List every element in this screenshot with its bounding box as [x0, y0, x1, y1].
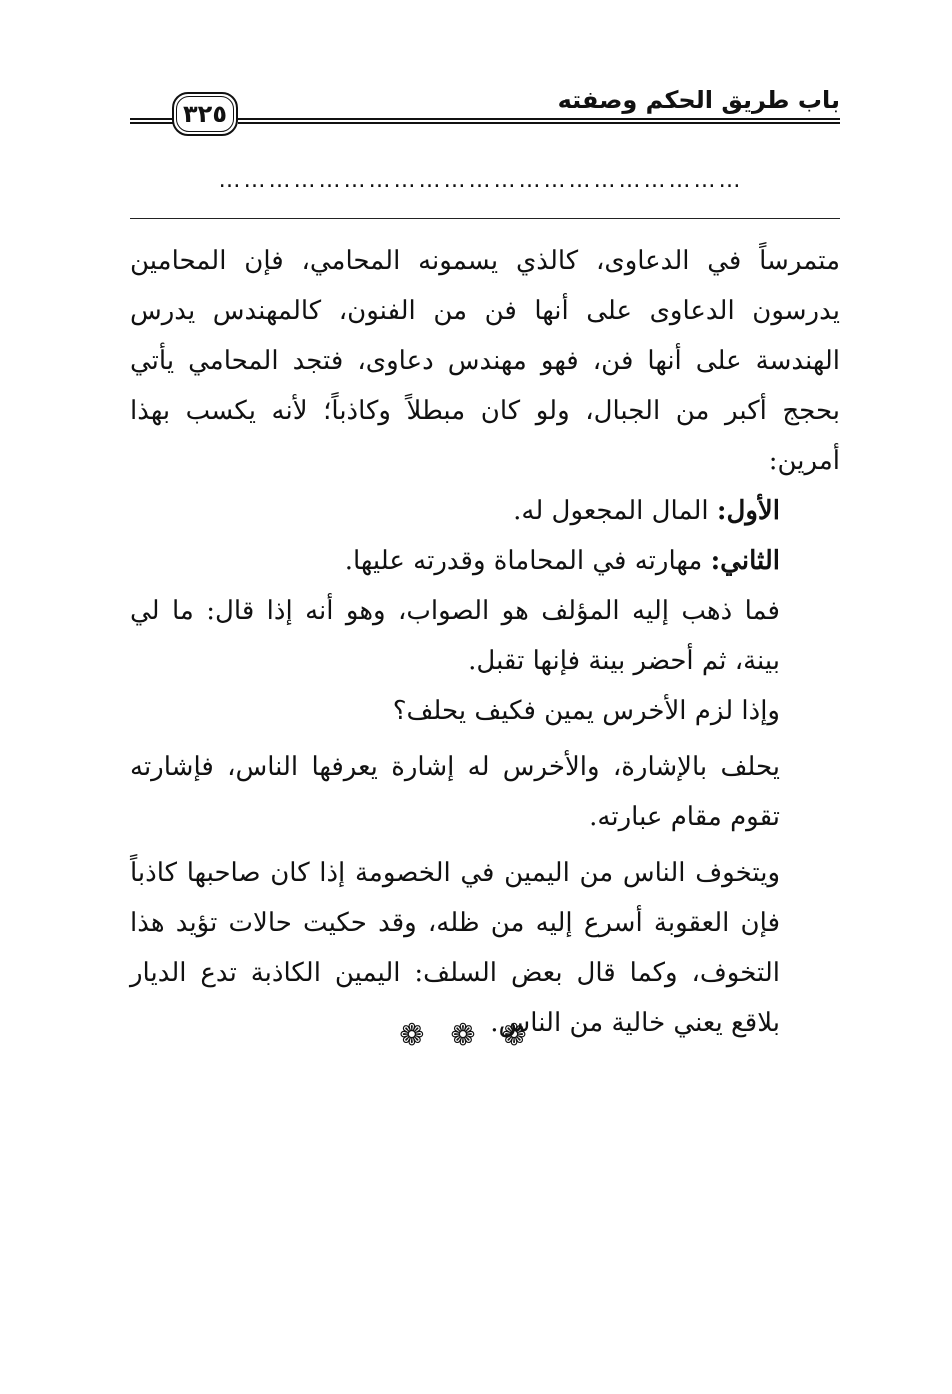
header-rule-left [130, 118, 174, 124]
list-item-second [130, 536, 840, 586]
footnote-rule [130, 218, 840, 219]
paragraph: فما ذهب إليه المؤلف هو الصواب، وهو أنه إذا قال: ما لي بينة، ثم أحضر بينة فإنها تقبل. [130, 596, 780, 676]
page-number [172, 92, 238, 136]
list-item-first [130, 486, 840, 536]
first-label: الأول: [716, 496, 780, 526]
first-text: المال المجعول له. [513, 496, 717, 526]
header-rule [238, 118, 840, 124]
paragraph: ويتخوف الناس من اليمين في الخصومة إذا كان صاحبها كاذباً فإن العقوبة أسرع إليه من ظله، وقد حكيت حالات تؤيد هذا التخوف، وكما قال بعض السلف: اليمين الكاذبة تدع الديار بلاقع يعني خالية من الناس. [130, 858, 780, 1038]
paragraph: يحلف بالإشارة، والأخرس له إشارة يعرفها الناس، فإشارته تقوم مقام عبارته. [130, 752, 780, 832]
second-label: الثاني: [710, 546, 780, 576]
second-text: مهارته في المحاماة وقدرته عليها. [344, 546, 711, 576]
ellipsis-separator: ……………………………………………………… [218, 168, 744, 193]
section-end-ornaments: ❁❁❁ [399, 1018, 553, 1053]
question: وإذا لزم الأخرس يمين فكيف يحلف؟ [392, 696, 780, 726]
body-text [130, 236, 840, 1048]
page-number-text: ٣٢٥ [183, 100, 227, 128]
paragraph: متمرساً في الدعاوى، كالذي يسمونه المحامي، فإن المحامين يدرسون الدعاوى على أنها فن من الفنون، كالمهندس يدرس الهندسة على أنها فن، فهو مهندس دعاوى، فتجد المحامي يأتي بحجج أكبر من الجبال، ولو كان مبطلاً وكاذباً؛ لأنه يكسب بهذا أمرين: [130, 246, 840, 476]
running-title: باب طريق الحكم وصفته [557, 86, 840, 114]
